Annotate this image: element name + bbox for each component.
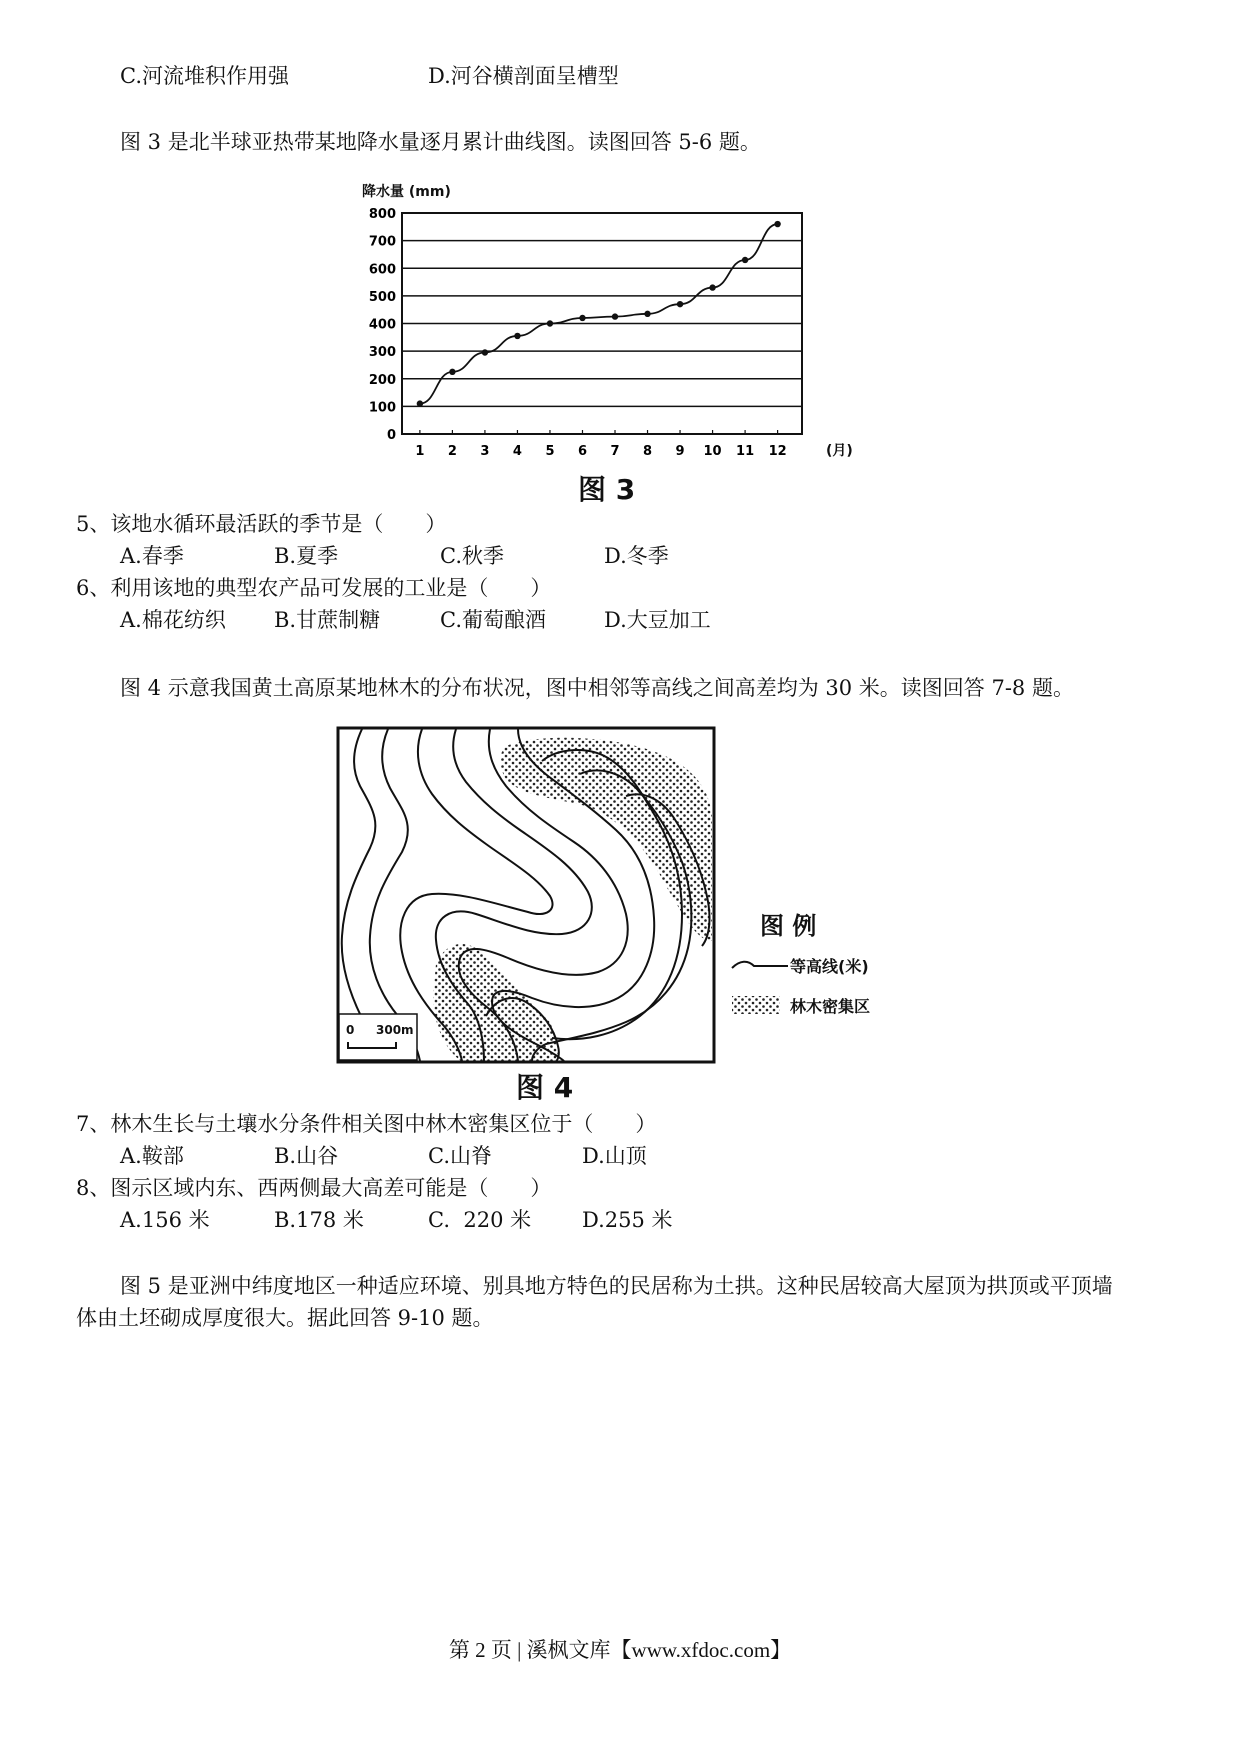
x-tick-label: 7 — [610, 444, 620, 459]
x-tick-label: 8 — [643, 444, 653, 459]
y-tick-label: 800 — [368, 207, 396, 222]
figure-3-caption: 图 3 — [578, 473, 636, 506]
data-point — [612, 313, 618, 319]
figure-4-caption: 图 4 — [516, 1071, 574, 1104]
q8-option-c: C. 220 米 — [428, 1208, 532, 1232]
figure-3-chart — [350, 178, 870, 464]
data-point — [742, 257, 748, 263]
legend-contour-icon — [730, 956, 790, 976]
legend-forest-icon — [730, 994, 782, 1016]
q7-option-c: C.山脊 — [428, 1144, 492, 1168]
x-tick-label: 9 — [675, 444, 685, 459]
q7-option-d: D.山顶 — [582, 1144, 647, 1168]
q6-option-c: C.葡萄酿酒 — [440, 608, 546, 632]
contour-line — [370, 729, 420, 1061]
forest-zone-southwest — [433, 944, 557, 1061]
legend-title: 图 例 — [760, 912, 817, 940]
intro-fig3: 图 3 是北半球亚热带某地降水量逐月累计曲线图。读图回答 5-6 题。 — [120, 130, 761, 154]
legend-forest-label: 林木密集区 — [790, 997, 871, 1016]
y-tick-label: 700 — [368, 234, 396, 250]
data-point — [547, 320, 553, 326]
q5-option-a: A.春季 — [120, 544, 184, 568]
y-tick-label: 200 — [368, 372, 396, 388]
q5-option-d: D.冬季 — [604, 544, 669, 568]
y-tick-label: 300 — [368, 345, 396, 361]
y-tick-label: 500 — [368, 289, 396, 305]
series-line — [420, 224, 778, 404]
data-point — [579, 315, 585, 321]
x-tick-label: 4 — [512, 444, 522, 459]
q7-option-b: B.山谷 — [274, 1144, 339, 1168]
y-tick-label: 400 — [368, 317, 396, 333]
option-d-prev: D.河谷横剖面呈槽型 — [428, 64, 619, 88]
q6-stem: 6、利用该地的典型农产品可发展的工业是（ ） — [76, 576, 552, 600]
intro-fig5-line1: 图 5 是亚洲中纬度地区一种适应环境、别具地方特色的民居称为土拱。这种民居较高大屋顶为拱顶或平顶墙 — [120, 1274, 1113, 1298]
x-tick-label: 3 — [480, 444, 490, 459]
data-point — [417, 400, 423, 406]
intro-fig4: 图 4 示意我国黄土高原某地林木的分布状况，图中相邻等高线之间高差均为 30 米。读图回答 7-8 题。 — [120, 676, 1074, 700]
option-c-prev: C.河流堆积作用强 — [120, 64, 289, 88]
data-point — [449, 369, 455, 375]
q6-option-a: A.棉花纺织 — [120, 608, 226, 632]
figure-4-map — [336, 726, 716, 1064]
scale-box — [339, 1014, 417, 1060]
intro-fig5-line2: 体由土坯砌成厚度很大。据此回答 9-10 题。 — [76, 1306, 494, 1330]
data-point — [774, 221, 780, 227]
contour-line — [342, 729, 376, 1026]
y-tick-label: 0 — [386, 428, 396, 443]
q8-option-d: D.255 米 — [582, 1208, 673, 1232]
chart-xunit: (月) — [826, 443, 853, 459]
x-tick-label: 2 — [447, 444, 457, 459]
x-tick-label: 11 — [736, 444, 755, 459]
q6-option-d: D.大豆加工 — [604, 608, 711, 632]
q7-stem: 7、林木生长与土壤水分条件相关图中林木密集区位于（ ） — [76, 1112, 657, 1136]
q8-option-b: B.178 米 — [274, 1208, 364, 1232]
q5-option-b: B.夏季 — [274, 544, 339, 568]
q5-stem: 5、该地水循环最活跃的季节是（ ） — [76, 512, 447, 536]
q7-option-a: A.鞍部 — [120, 1144, 184, 1168]
y-tick-label: 600 — [368, 262, 396, 278]
x-tick-label: 10 — [703, 444, 722, 459]
y-tick-label: 100 — [368, 400, 396, 416]
chart-ylabel: 降水量 (mm) — [362, 184, 451, 200]
data-point — [514, 333, 520, 339]
scale-length: 300m — [376, 1023, 414, 1037]
x-tick-label: 1 — [415, 444, 425, 459]
data-point — [709, 284, 715, 290]
x-tick-label: 12 — [768, 444, 787, 459]
x-tick-label: 6 — [577, 444, 588, 459]
q5-option-c: C.秋季 — [440, 544, 504, 568]
x-tick-label: 5 — [545, 444, 555, 459]
q8-option-a: A.156 米 — [120, 1208, 210, 1232]
legend-contour-label: 等高线(米) — [790, 957, 869, 976]
data-point — [644, 311, 650, 317]
scale-zero: 0 — [346, 1023, 355, 1037]
data-point — [482, 349, 488, 355]
q8-stem: 8、图示区域内东、西两侧最大高差可能是（ ） — [76, 1176, 552, 1200]
data-point — [677, 301, 683, 307]
q6-option-b: B.甘蔗制糖 — [274, 608, 381, 632]
page-footer: 第 2 页 | 溪枫文库【www.xfdoc.com】 — [448, 1638, 792, 1662]
